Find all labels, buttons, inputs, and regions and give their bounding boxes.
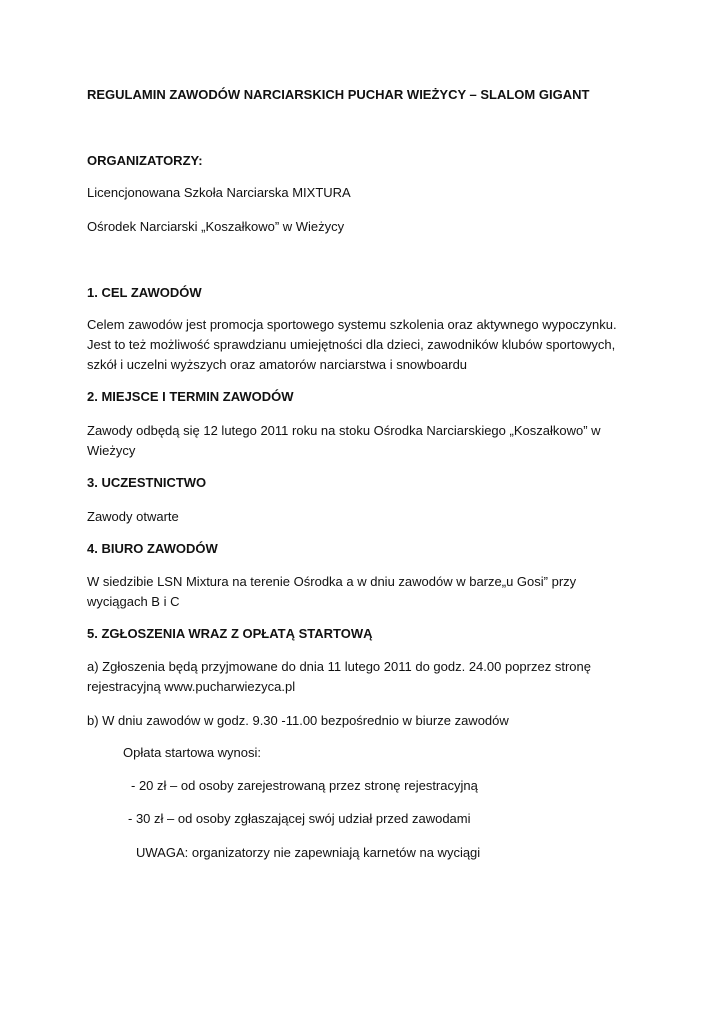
section1-heading: 1. CEL ZAWODÓW xyxy=(87,285,202,300)
section5-a-line2: rejestracyjną www.pucharwiezyca.pl xyxy=(87,679,296,694)
fee-onsite: - 30 zł – od osoby zgłaszającej swój udział przed zawodami xyxy=(128,811,471,826)
section4-text-line1: W siedzibie LSN Mixtura na terenie Ośrodka a w dniu zawodów w barze„u Gosi” przy xyxy=(87,574,577,589)
section2-text-line2: Wieżycy xyxy=(87,443,136,458)
document-title: REGULAMIN ZAWODÓW NARCIARSKICH PUCHAR WIEŻYCY – SLALOM GIGANT xyxy=(87,87,590,102)
section5-a-line1: a) Zgłoszenia będą przyjmowane do dnia 11 lutego 2011 do godz. 24.00 poprzez stronę xyxy=(87,659,591,674)
section3-text: Zawody otwarte xyxy=(87,509,179,524)
fee-registered: - 20 zł – od osoby zarejestrowaną przez stronę rejestracyjną xyxy=(131,778,478,793)
section2-heading: 2. MIEJSCE I TERMIN ZAWODÓW xyxy=(87,389,294,404)
organizer-school: Licencjonowana Szkoła Narciarska MIXTURA xyxy=(87,185,351,200)
section5-b-line1: b) W dniu zawodów w godz. 9.30 -11.00 bezpośrednio w biurze zawodów xyxy=(87,713,509,728)
note-text: UWAGA: organizatorzy nie zapewniają karnetów na wyciągi xyxy=(136,845,481,860)
organizer-center: Ośrodek Narciarski „Koszałkowo” w Wieżycy xyxy=(87,219,345,234)
section1-text-line2: Jest to też możliwość sprawdzianu umiejętności dla dzieci, zawodników klubów sportowych, xyxy=(87,337,616,352)
section1-text-line3: szkół i uczelni wyższych oraz amatorów narciarstwa i snowboardu xyxy=(87,357,468,372)
fee-heading: Opłata startowa wynosi: xyxy=(123,745,262,760)
section4-heading: 4. BIURO ZAWODÓW xyxy=(87,541,218,556)
section3-heading: 3. UCZESTNICTWO xyxy=(87,475,207,490)
section2-text-line1: Zawody odbędą się 12 lutego 2011 roku na stoku Ośrodka Narciarskiego „Koszałkowo” w xyxy=(87,423,601,438)
section4-text-line2: wyciągach B i C xyxy=(87,594,180,609)
organizers-heading: ORGANIZATORZY: xyxy=(87,153,203,168)
section1-text-line1: Celem zawodów jest promocja sportowego systemu szkolenia oraz aktywnego wypoczynku. xyxy=(87,317,617,332)
section5-heading: 5. ZGŁOSZENIA WRAZ Z OPŁATĄ STARTOWĄ xyxy=(87,626,373,641)
